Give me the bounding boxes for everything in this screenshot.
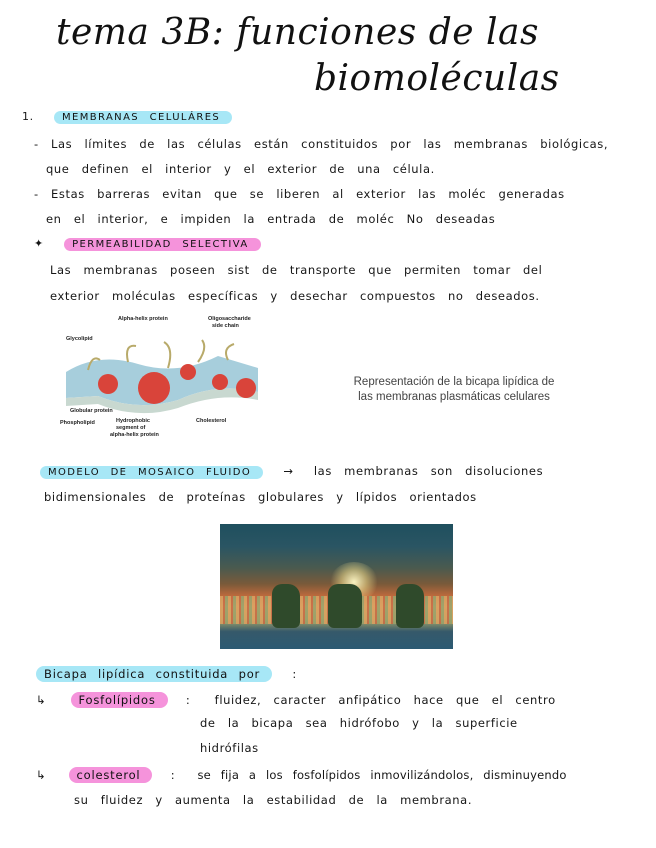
- section-permeabilidad-header: [34, 236, 261, 251]
- text-line: hidrófilas: [200, 741, 259, 755]
- term-fosfolipidos: Fosfolípidos: [71, 692, 168, 708]
- svg-text:Cholesterol: Cholesterol: [196, 418, 227, 424]
- item-colesterol-header: [36, 767, 567, 783]
- separator: :: [170, 768, 176, 782]
- heading-membranas-celulares: MEMBRANAS CELULÁRES: [54, 111, 232, 124]
- text-line: en el interior, e impiden la entrada de moléc No deseadas: [46, 212, 496, 226]
- heading-permeabilidad-selectiva: PERMEABILIDAD SELECTIVA: [64, 238, 261, 251]
- item-fosfolipidos-header: [36, 692, 556, 708]
- section-number: 1.: [22, 110, 34, 123]
- svg-text:Oligosaccharide: Oligosaccharide: [208, 316, 251, 322]
- svg-text:Alpha-helix protein: Alpha-helix protein: [118, 316, 168, 322]
- protein-shape: [396, 584, 424, 628]
- text-line: Las membranas poseen sist de transporte que permiten tomar del: [50, 263, 543, 277]
- membrane-diagram-image: [58, 312, 263, 440]
- colon: :: [292, 667, 297, 681]
- svg-text:side chain: side chain: [212, 323, 239, 329]
- svg-text:Hydrophobic: Hydrophobic: [116, 418, 150, 424]
- term-colesterol: colesterol: [69, 767, 153, 783]
- page-title-line1: tema 3B: funciones de las: [56, 12, 539, 53]
- heading-modelo-mosaico-fluido: MODELO DE MOSAICO FLUIDO: [40, 466, 263, 479]
- star-bullet-icon: ✦: [34, 237, 44, 250]
- svg-text:alpha-helix protein: alpha-helix protein: [110, 432, 159, 438]
- caption-line: las membranas plasmáticas celulares: [358, 391, 550, 403]
- text-line: su fluidez y aumenta la estabilidad de la membrana.: [74, 793, 473, 807]
- section-mosaico-header: [40, 464, 543, 479]
- separator: :: [185, 693, 191, 707]
- svg-text:Globular protein: Globular protein: [70, 408, 113, 414]
- fluid-mosaic-image: [220, 524, 453, 649]
- heading-bicapa-lipidica: Bicapa lipídica constituida por: [36, 666, 272, 682]
- turn-arrow-icon: ↳: [36, 768, 47, 782]
- text-line: que definen el interior y el exterior de una célula.: [46, 162, 435, 176]
- svg-text:segment of: segment of: [116, 425, 146, 431]
- turn-arrow-icon: ↳: [36, 693, 47, 707]
- svg-text:Glycolipid: Glycolipid: [66, 336, 93, 342]
- text-line: de la bicapa sea hidrófobo y la superficie: [200, 716, 518, 730]
- text-fragment: las membranas son disoluciones: [313, 464, 544, 478]
- text-line: - Las límites de las células están constituidos por las membranas biológicas,: [34, 137, 609, 151]
- section-membranas-header: [22, 109, 232, 124]
- lipid-bilayer-illustration-icon: [58, 312, 263, 440]
- text-fragment: fluidez, caracter anfipático hace que el centro: [214, 693, 556, 707]
- text-fragment: se fija a los fosfolípidos inmovilizándolos, disminuyendo: [197, 768, 567, 782]
- page-title-line2: biomoléculas: [314, 58, 560, 99]
- svg-text:Phospholipid: Phospholipid: [60, 420, 95, 426]
- caption-line: Representación de la bicapa lipídica de: [353, 376, 555, 388]
- text-line: - Estas barreras evitan que se liberen al exterior las moléc generadas: [34, 187, 565, 201]
- text-line: exterior moléculas específicas y desechar compuestos no deseados.: [50, 289, 540, 303]
- text-line: bidimensionales de proteínas globulares y lípidos orientados: [44, 490, 477, 504]
- protein-shape: [328, 584, 362, 628]
- section-bicapa-header: [36, 666, 297, 682]
- protein-shape: [272, 584, 300, 628]
- figure-caption: [324, 375, 584, 405]
- arrow-right-icon: →: [283, 464, 294, 478]
